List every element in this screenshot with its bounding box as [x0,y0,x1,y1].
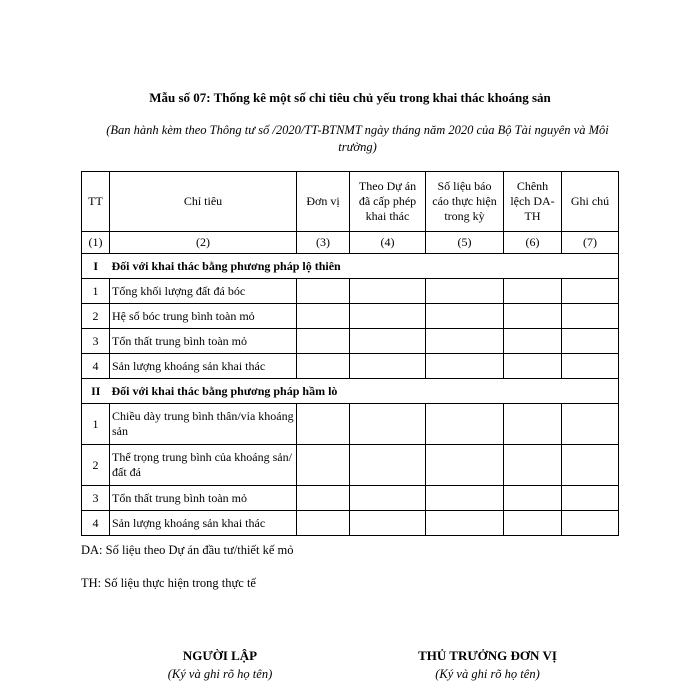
cell-ghi-chu[interactable] [562,329,619,354]
column-number: (1) [82,232,110,254]
section-row-ii [82,379,619,404]
header-tt: TT [82,172,110,232]
preparer-hint: (Ký và ghi rõ họ tên) [167,667,273,681]
header-chi-tieu: Chỉ tiêu [110,172,297,232]
statistics-table [81,171,619,536]
row-label: Thể trọng trung bình của khoáng sản/đất đá [110,445,297,486]
row-number: 3 [82,486,110,511]
column-number: (6) [504,232,562,254]
column-number: (3) [297,232,350,254]
row-number: 4 [82,354,110,379]
header-ghi-chu: Ghi chú [562,172,619,232]
row-number: 3 [82,329,110,354]
table-row [82,329,619,354]
cell-ghi-chu[interactable] [562,354,619,379]
form-title: Mẫu số 07: Thống kê một số chỉ tiêu chủ yếu trong khai thác khoáng sản [149,90,551,105]
cell-theo-du-an[interactable] [350,404,426,445]
cell-theo-du-an[interactable] [350,511,426,536]
header-don-vi: Đơn vị [297,172,350,232]
row-label: Hệ số bóc trung bình toàn mỏ [110,304,297,329]
row-label: Sản lượng khoáng sản khai thác [110,354,297,379]
row-number: 1 [82,404,110,445]
table-row [82,279,619,304]
table-row [82,404,619,445]
cell-theo-du-an[interactable] [350,304,426,329]
header-theo-du-an: Theo Dự án đã cấp phép khai thác [350,172,426,232]
note-da: DA: Số liệu theo Dự án đầu tư/thiết kế mỏ [81,543,294,557]
row-label: Sản lượng khoáng sản khai thác [110,511,297,536]
cell-don-vi[interactable] [297,404,350,445]
section-number: I [82,254,110,279]
cell-so-lieu[interactable] [426,445,504,486]
cell-don-vi[interactable] [297,329,350,354]
column-number: (7) [562,232,619,254]
section-row-i [82,254,619,279]
cell-chenh-lech[interactable] [504,354,562,379]
table-row [82,486,619,511]
cell-chenh-lech[interactable] [504,511,562,536]
cell-don-vi[interactable] [297,279,350,304]
cell-ghi-chu[interactable] [562,304,619,329]
table-row [82,511,619,536]
header-chenh-lech: Chênh lệch DA-TH [504,172,562,232]
cell-theo-du-an[interactable] [350,354,426,379]
row-label: Tổn thất trung bình toàn mỏ [110,486,297,511]
cell-don-vi[interactable] [297,304,350,329]
row-number: 4 [82,511,110,536]
cell-don-vi[interactable] [297,486,350,511]
preparer-title: NGƯỜI LẬP [182,648,258,663]
cell-theo-du-an[interactable] [350,279,426,304]
cell-ghi-chu[interactable] [562,279,619,304]
signature-block-head [395,648,580,682]
row-label: Tổn thất trung bình toàn mỏ [110,329,297,354]
cell-don-vi[interactable] [297,511,350,536]
cell-so-lieu[interactable] [426,279,504,304]
note-th: TH: Số liệu thực hiện trong thực tế [81,576,256,590]
form-subtitle: (Ban hành kèm theo Thông tư số /2020/TT-BTNMT ngày tháng năm 2020 của Bộ Tài nguyên và Môi trường) [106,123,609,154]
table-row [82,304,619,329]
table-row [82,445,619,486]
signature-block-preparer [140,648,300,682]
cell-so-lieu[interactable] [426,329,504,354]
cell-don-vi[interactable] [297,445,350,486]
row-label: Tổng khối lượng đất đá bóc [110,279,297,304]
cell-so-lieu[interactable] [426,404,504,445]
cell-theo-du-an[interactable] [350,486,426,511]
cell-ghi-chu[interactable] [562,445,619,486]
cell-so-lieu[interactable] [426,304,504,329]
cell-chenh-lech[interactable] [504,445,562,486]
cell-chenh-lech[interactable] [504,404,562,445]
cell-ghi-chu[interactable] [562,511,619,536]
table-row [82,354,619,379]
column-number: (4) [350,232,426,254]
column-number: (5) [426,232,504,254]
row-number: 2 [82,304,110,329]
cell-chenh-lech[interactable] [504,279,562,304]
section-label: Đối với khai thác bằng phương pháp lộ thiên [110,254,619,279]
column-number: (2) [110,232,297,254]
header-so-lieu-bao-cao: Số liệu báo cáo thực hiện trong kỳ [426,172,504,232]
cell-chenh-lech[interactable] [504,304,562,329]
cell-ghi-chu[interactable] [562,404,619,445]
cell-theo-du-an[interactable] [350,445,426,486]
row-label: Chiều dày trung bình thân/vỉa khoáng sản [110,404,297,445]
cell-ghi-chu[interactable] [562,486,619,511]
head-hint: (Ký và ghi rõ họ tên) [435,667,540,681]
section-number: II [82,379,110,404]
row-number: 2 [82,445,110,486]
row-number: 1 [82,279,110,304]
cell-theo-du-an[interactable] [350,329,426,354]
cell-so-lieu[interactable] [426,486,504,511]
cell-chenh-lech[interactable] [504,329,562,354]
column-number-row [82,232,619,254]
cell-chenh-lech[interactable] [504,486,562,511]
section-label: Đối với khai thác bằng phương pháp hầm lò [110,379,619,404]
cell-don-vi[interactable] [297,354,350,379]
header-row [82,172,619,232]
cell-so-lieu[interactable] [426,354,504,379]
cell-so-lieu[interactable] [426,511,504,536]
head-title: THỦ TRƯỞNG ĐƠN VỊ [418,648,557,663]
